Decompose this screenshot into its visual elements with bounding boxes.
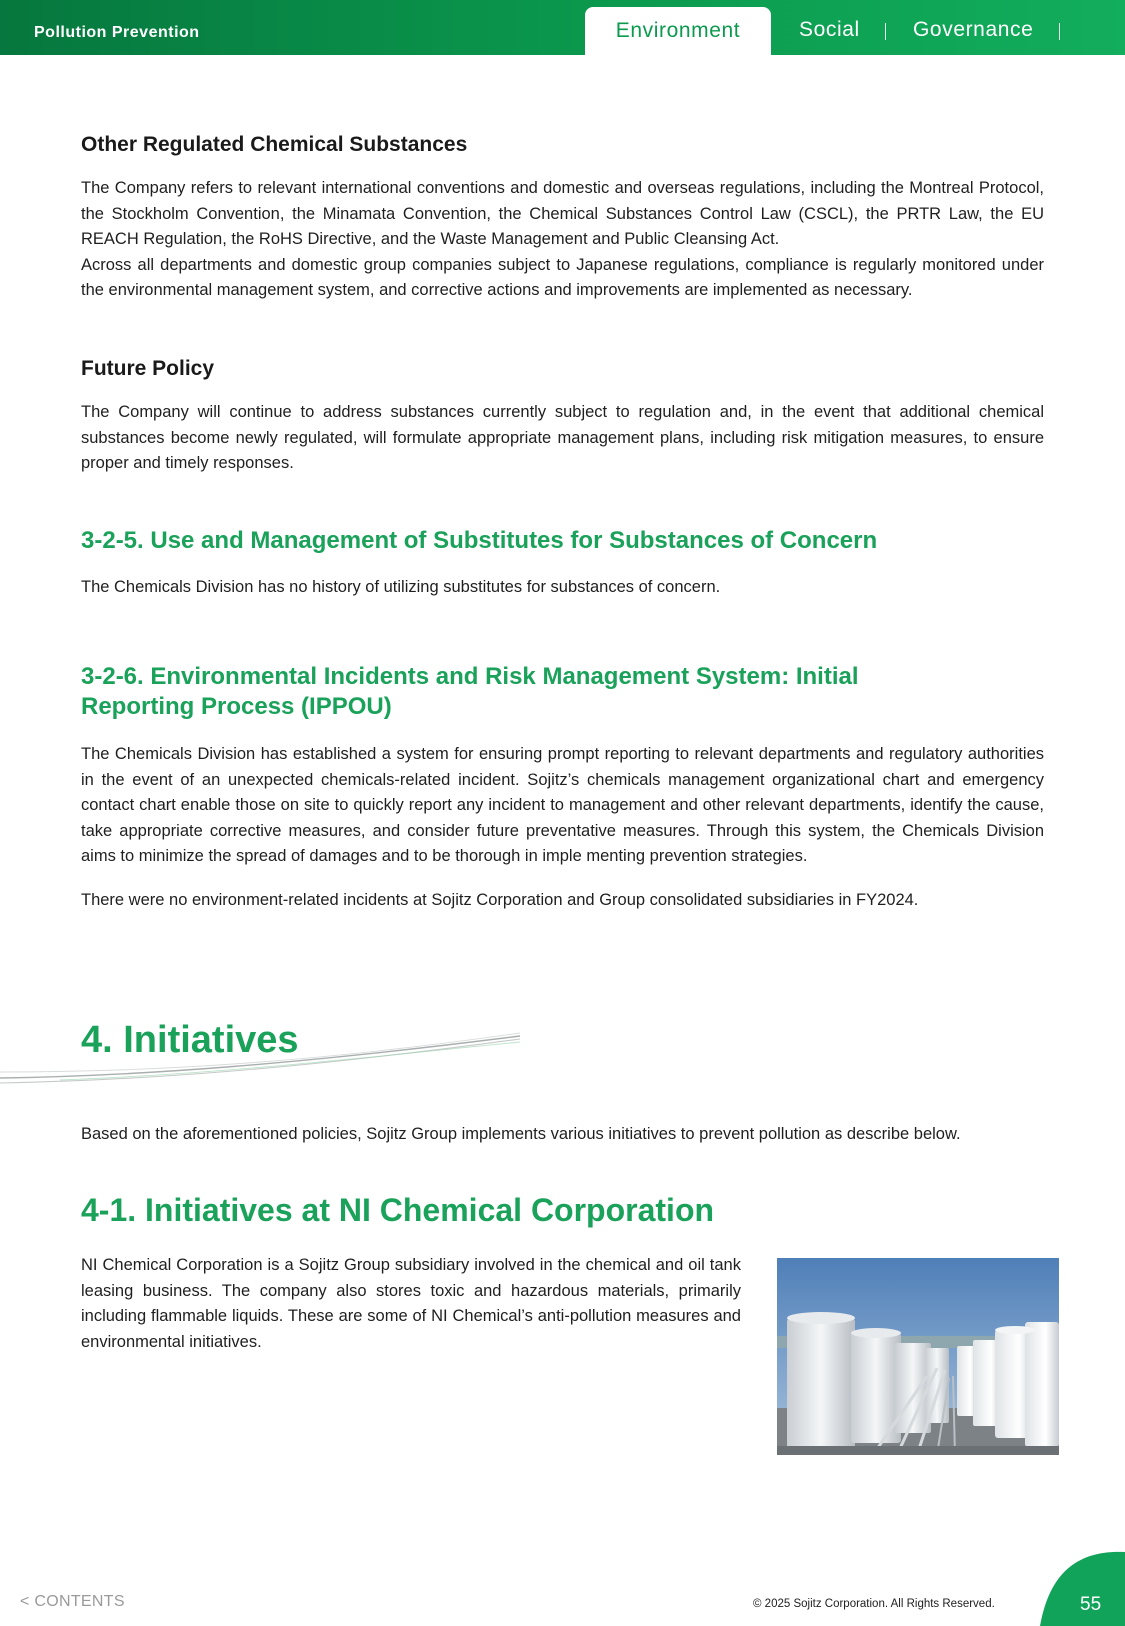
chapter-heading: 4. Initiatives [81,1019,299,1061]
initiatives-section [81,1019,1044,1062]
body-paragraph: There were no environment-related incidents at Sojitz Corporation and Group consolidated subsidiaries in FY2024. [81,890,919,909]
section-title: Pollution Prevention [34,24,200,41]
body-paragraph: Across all departments and domestic group companies subject to Japanese regulations, compliance is regularly monitored under the environmental management system, and corrective actions and improvements are implemented as necessary. [81,255,1044,299]
tab-environment[interactable]: Environment [585,7,771,55]
heading-line: 3-2-6. Environmental Incidents and Risk Management System: Initial [81,663,859,690]
top-header [0,0,1125,55]
heading-line: Reporting Process (IPPOU) [81,693,392,720]
tab-governance[interactable]: Governance [913,18,1034,41]
section-heading: Future Policy [81,357,215,380]
page-number: 55 [1080,1594,1102,1615]
future-policy-section [81,357,1044,477]
subsection-heading [81,662,1044,722]
body-paragraph: The Chemicals Division has no history of utilizing substitutes for substances of concern. [81,578,721,596]
tab-divider [1059,23,1060,40]
copyright-text: © 2025 Sojitz Corporation. All Rights Reserved. [753,1598,995,1610]
initiatives-intro [81,1122,1044,1148]
contents-link[interactable]: < CONTENTS [20,1593,125,1610]
subsection-heading: 4-1. Initiatives at NI Chemical Corporation [81,1192,715,1228]
body-paragraph: NI Chemical Corporation is a Sojitz Group subsidiary involved in the chemical and oil tank leasing business. The company also stores toxic and hazardous materials, primarily including flammable liquids. These are some of NI Chemical’s anti-pollution measures and environmental initiatives. [81,1256,741,1351]
other-regulated-section [81,133,1044,304]
section-4-1 [81,1192,1044,1229]
section-3-2-5 [81,526,1044,601]
section-4-1-body [81,1253,741,1355]
subsection-heading: 3-2-5. Use and Management of Substitutes for Substances of Concern [81,527,878,554]
tab-social[interactable]: Social [799,18,860,41]
section-3-2-6 [81,662,1044,913]
body-paragraph: The Company refers to relevant international conventions and domestic and overseas regulations, including the Montreal Protocol, the Stockholm Convention, the Minamata Convention, the Chemical Substances Control Law (CSCL), the PRTR Law, the EU REACH Regulation, the RoHS Directive, and the Waste Management and Public Cleansing Act. [81,179,1044,248]
body-paragraph: The Chemicals Division has established a system for ensuring prompt reporting to relevant departments and regulatory authorities in the event of an unexpected chemicals-related incident. Sojitz’s chemicals management organizational chart and emergency contact chart enable those on site to quickly report any incident to management and other relevant departments, identify the cause, take appropriate corrective measures, and consider future preventative measures. Through this system, the Chemicals Division aims to minimize the spread of damages and to be thorough in imple menting prevention strategies. [81,745,1044,865]
body-paragraph: Based on the aforementioned policies, Sojitz Group implements various initiatives to prevent pollution as describe below. [81,1125,961,1143]
section-heading: Other Regulated Chemical Substances [81,133,468,156]
storage-tanks-photo [777,1258,1059,1455]
body-paragraph: The Company will continue to address substances currently subject to regulation and, in the event that additional chemical substances become newly regulated, will formulate appropriate management plans, including risk mitigation measures, to ensure proper and timely responses. [81,403,1044,472]
tab-divider [885,23,886,40]
